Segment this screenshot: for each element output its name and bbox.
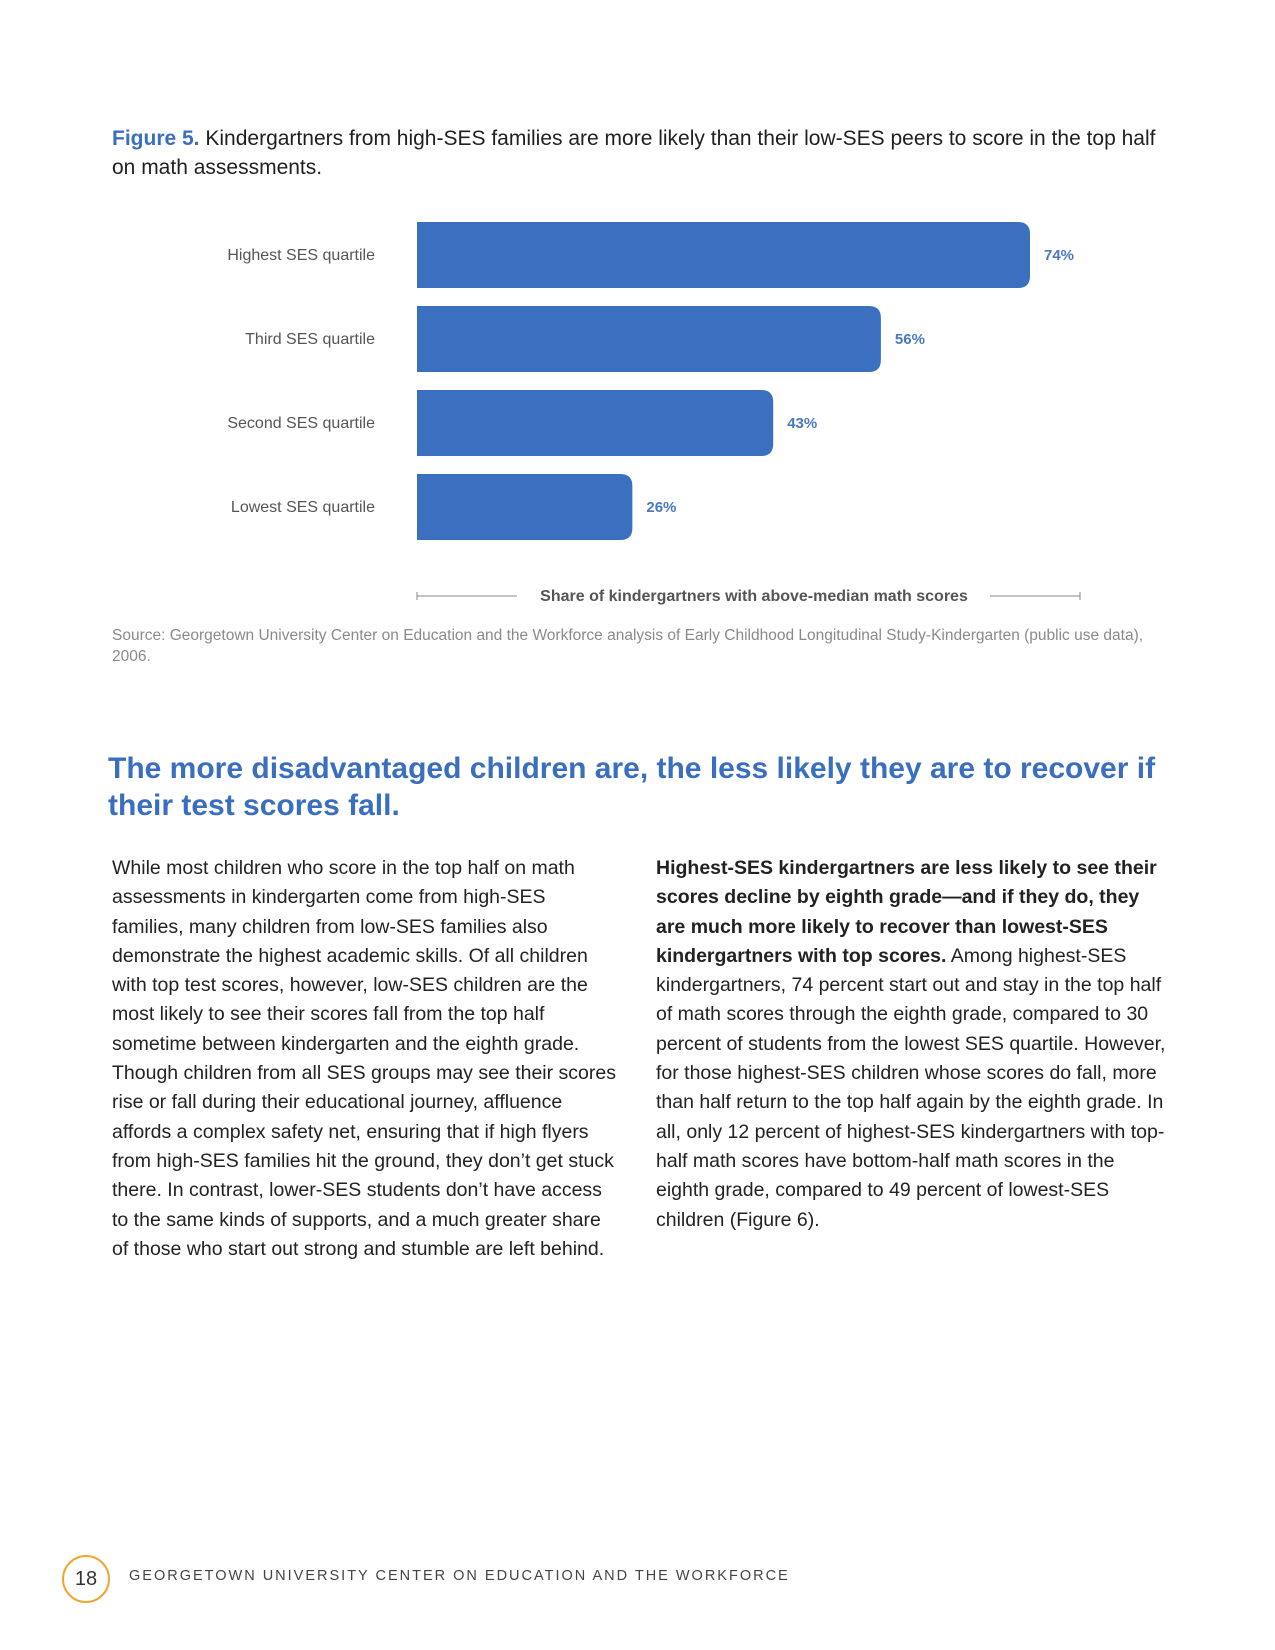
bar-chart-svg — [0, 200, 1275, 620]
page-number: 18 — [74, 1567, 98, 1590]
footer-org: GEORGETOWN UNIVERSITY CENTER ON EDUCATION AND THE WORKFORCE — [129, 1568, 790, 1584]
left-column-paragraph: While most children who score in the top half on math assessments in kindergarten come from high-SES families, many children from low-SES families also demonstrate the highest academic skills. Of all children with top test scores, however, low-SES children are the most likely to see their scores fall from the top half sometime between kindergarten and the eighth grade. Though children from all SES groups may see their scores rise or fall during their educational journey, affluence affords a complex safety net, ensuring that if high flyers from high-SES families hit the ground, they don’t get stuck there. In contrast, lower-SES students don’t have access to the same kinds of supports, and a much greater share of those who start out strong and stumble are left behind. — [112, 857, 616, 1260]
value-label: 26% — [646, 499, 677, 516]
figure-title — [112, 124, 1172, 182]
bar-chart — [0, 200, 1275, 620]
right-column-body: Among highest-SES kindergartners, 74 percent start out and stay in the top half of math scores through the eighth grade, compared to 30 percent of students from the lowest SES quartile. However, for those highest-SES children whose scores do fall, more than half return to the top half again by the eighth grade. In all, only 12 percent of highest-SES kindergartners with top-half math scores have bottom-half math scores in the eighth grade, compared to 49 percent of lowest-SES children (Figure 6). — [656, 944, 1166, 1231]
source-note: Source: Georgetown University Center on Education and the Workforce analysis of Early Childhood Longitudinal Study-Kindergarten (public use data), 2006. — [112, 627, 1144, 665]
figure-title-text: Kindergartners from high-SES families are more likely than their low-SES peers to score in the top half on math assessments. — [112, 127, 1156, 179]
bar — [417, 474, 632, 540]
right-column-lead: Highest-SES kindergartners are less likely to see their scores decline by eighth grade—and if they do, they are much more likely to recover than lowest-SES kindergartners with top scores. — [656, 857, 1157, 967]
figure-label: Figure 5. — [112, 127, 200, 150]
right-column-paragraph — [656, 854, 1166, 1235]
category-label: Lowest SES quartile — [230, 499, 375, 516]
bar — [417, 306, 881, 372]
section-heading: The more disadvantaged children are, the less likely they are to recover if their test scores fall. — [108, 752, 1156, 822]
page-number-badge — [62, 1555, 110, 1603]
value-label: 74% — [1044, 247, 1075, 264]
category-label: Second SES quartile — [227, 415, 375, 432]
bar — [417, 390, 773, 456]
value-label: 43% — [787, 415, 818, 432]
bar — [417, 222, 1030, 288]
category-label: Highest SES quartile — [227, 247, 375, 264]
value-label: 56% — [894, 331, 925, 348]
category-label: Third SES quartile — [245, 331, 375, 348]
x-axis-label: Share of kindergartners with above-median math scores — [540, 588, 968, 605]
